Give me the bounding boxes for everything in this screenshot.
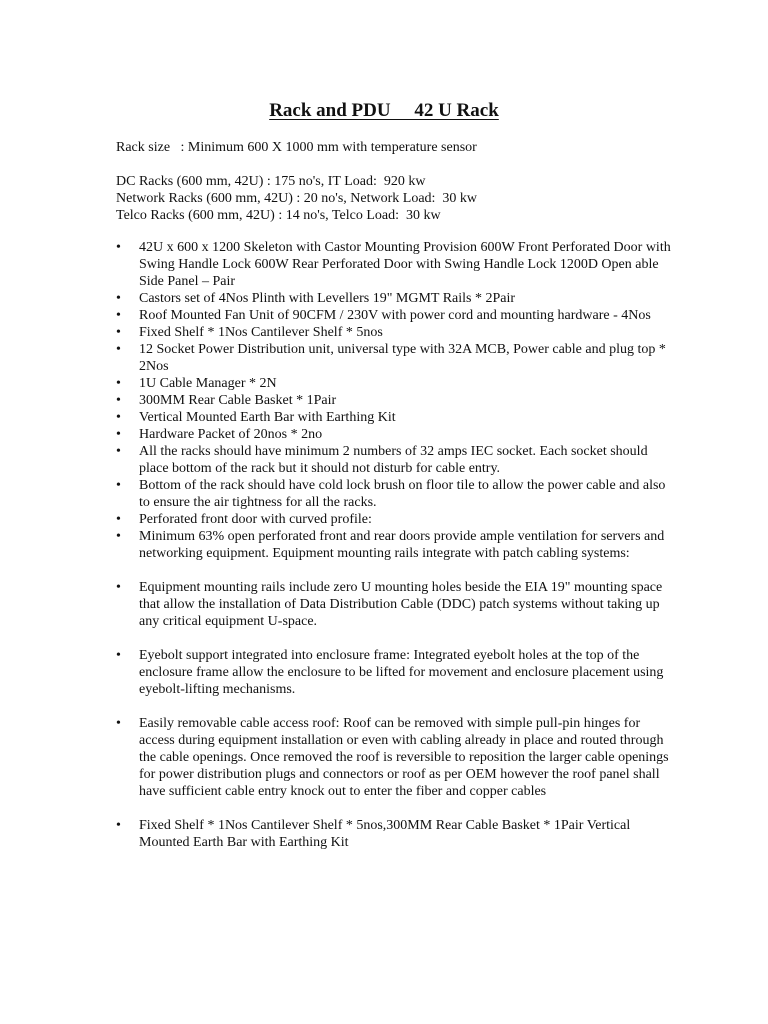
spec-bullet-list	[116, 239, 676, 851]
bullet-icon: •	[116, 342, 121, 357]
list-item-text: Perforated front door with curved profile:	[139, 512, 372, 527]
list-item	[116, 341, 676, 375]
list-item-text: Minimum 63% open perforated front and rear doors provide ample ventilation for servers and networking equipment. Equipment mounting rails integrate with patch cabling systems:	[139, 529, 665, 561]
bullet-icon: •	[116, 393, 121, 408]
bullet-icon: •	[116, 478, 121, 493]
list-item-text: 42U x 600 x 1200 Skeleton with Castor Mounting Provision 600W Front Perforated Door with Swing Handle Lock 600W Rear Perforated Door with Swing Handle Lock 1200D Open able Side Panel – Pair	[139, 240, 671, 289]
list-item	[116, 443, 676, 477]
bullet-icon: •	[116, 580, 121, 595]
bullet-icon: •	[116, 325, 121, 340]
rack-size-line: Rack size : Minimum 600 X 1000 mm with temperature sensor	[116, 140, 477, 155]
list-item	[116, 579, 676, 630]
list-item-text: 300MM Rear Cable Basket * 1Pair	[139, 393, 337, 408]
list-item-text: Fixed Shelf * 1Nos Cantilever Shelf * 5nos,300MM Rear Cable Basket * 1Pair Vertical Mounted Earth Bar with Earthing Kit	[139, 818, 631, 850]
bullet-icon: •	[116, 291, 121, 306]
bullet-icon: •	[116, 818, 121, 833]
bullet-icon: •	[116, 716, 121, 731]
bullet-icon: •	[116, 529, 121, 544]
list-item	[116, 324, 676, 341]
bullet-icon: •	[116, 410, 121, 425]
list-item	[116, 307, 676, 324]
list-item	[116, 511, 676, 528]
list-item	[116, 817, 676, 851]
list-item	[116, 426, 676, 443]
list-item-text: Easily removable cable access roof: Roof can be removed with simple pull-pin hinges for access during equipment installation or even with cabling already in place and routed through the cable openings. Once removed the roof is reversible to reposition the larger cable openings for power distribution plugs and connectors or roof as per OEM however the roof panel shall have sufficient cable entry knock out to enter the fiber and copper cables	[139, 716, 669, 799]
bullet-icon: •	[116, 512, 121, 527]
bullet-icon: •	[116, 648, 121, 663]
list-item-text: Bottom of the rack should have cold lock brush on floor tile to allow the power cable and also to ensure the air tightness for all the racks.	[139, 478, 666, 510]
list-item	[116, 647, 676, 698]
list-item	[116, 715, 676, 800]
list-item-text: Castors set of 4Nos Plinth with Levellers 19" MGMT Rails * 2Pair	[139, 291, 516, 306]
document-title: Rack and PDU 42 U Rack	[269, 100, 499, 121]
list-item	[116, 409, 676, 426]
rack-spec-dc: DC Racks (600 mm, 42U) : 175 no's, IT Load: 920 kw	[116, 174, 426, 189]
list-item	[116, 290, 676, 307]
list-item	[116, 477, 676, 511]
rack-spec-telco: Telco Racks (600 mm, 42U) : 14 no's, Telco Load: 30 kw	[116, 208, 441, 223]
list-item-text: Vertical Mounted Earth Bar with Earthing Kit	[139, 410, 396, 425]
bullet-icon: •	[116, 240, 121, 255]
bullet-icon: •	[116, 376, 121, 391]
bullet-icon: •	[116, 427, 121, 442]
bullet-icon: •	[116, 308, 121, 323]
list-item-text: Hardware Packet of 20nos * 2no	[139, 427, 323, 442]
list-item-text: 1U Cable Manager * 2N	[139, 376, 277, 391]
bullet-icon: •	[116, 444, 121, 459]
list-item	[116, 375, 676, 392]
list-item-text: Equipment mounting rails include zero U mounting holes beside the EIA 19" mounting space that allow the installation of Data Distribution Cable (DDC) patch systems without taking up any critical equipment U-space.	[139, 580, 663, 629]
list-item-text: All the racks should have minimum 2 numbers of 32 amps IEC socket. Each socket should place bottom of the rack but it should not disturb for cable entry.	[139, 444, 648, 476]
list-item-text: Eyebolt support integrated into enclosure frame: Integrated eyebolt holes at the top of the enclosure frame allow the enclosure to be lifted for movement and enclosure placement using eyebolt-lifting mechanisms.	[139, 648, 664, 697]
rack-spec-network: Network Racks (600 mm, 42U) : 20 no's, Network Load: 30 kw	[116, 191, 478, 206]
list-item	[116, 239, 676, 290]
list-item-text: Fixed Shelf * 1Nos Cantilever Shelf * 5nos	[139, 325, 383, 340]
list-item-text: 12 Socket Power Distribution unit, universal type with 32A MCB, Power cable and plug top * 2Nos	[139, 342, 666, 374]
list-item	[116, 528, 676, 562]
list-item-text: Roof Mounted Fan Unit of 90CFM / 230V with power cord and mounting hardware - 4Nos	[139, 308, 651, 323]
list-item	[116, 392, 676, 409]
